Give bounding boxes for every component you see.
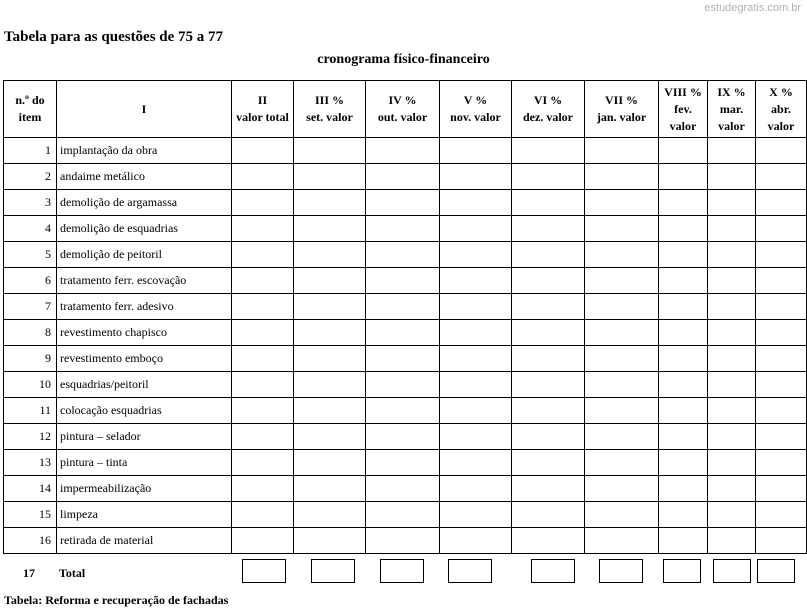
empty-cell <box>512 190 585 216</box>
empty-cell <box>756 528 807 554</box>
empty-cell <box>659 320 708 346</box>
header-row <box>4 81 807 138</box>
total-number: 17 <box>23 566 35 580</box>
table-subtitle: cronograma físico-financeiro <box>317 52 490 67</box>
empty-cell <box>585 164 659 190</box>
empty-cell <box>708 502 756 528</box>
watermark: estudegratis.com.br <box>704 2 801 14</box>
total-box <box>311 559 355 583</box>
empty-cell <box>232 372 294 398</box>
empty-cell <box>440 372 512 398</box>
column-header-line: fev. <box>674 101 692 116</box>
empty-cell <box>440 320 512 346</box>
empty-cell <box>585 398 659 424</box>
empty-cell <box>232 320 294 346</box>
empty-cell <box>440 346 512 372</box>
empty-cell <box>585 476 659 502</box>
empty-cell <box>232 164 294 190</box>
empty-cell <box>659 164 708 190</box>
empty-cell <box>366 164 440 190</box>
empty-cell <box>585 190 659 216</box>
item-number: 13 <box>4 450 57 476</box>
empty-cell <box>366 242 440 268</box>
empty-cell <box>294 138 366 164</box>
item-description: pintura – tinta <box>57 450 232 476</box>
empty-cell <box>756 424 807 450</box>
total-box <box>713 559 751 583</box>
empty-cell <box>294 372 366 398</box>
empty-cell <box>659 346 708 372</box>
item-description: limpeza <box>57 502 232 528</box>
table-row <box>4 424 807 450</box>
column-header-line: X % <box>769 84 793 99</box>
schedule-table <box>3 80 807 554</box>
empty-cell <box>440 138 512 164</box>
column-header-line: VI % <box>533 93 563 107</box>
item-number: 3 <box>4 190 57 216</box>
column-header-line: out. valor <box>377 110 428 124</box>
empty-cell <box>756 450 807 476</box>
item-description: demolição de esquadrias <box>57 216 232 242</box>
table-row <box>4 164 807 190</box>
total-box <box>663 559 701 583</box>
table-row <box>4 372 807 398</box>
table-row <box>4 502 807 528</box>
empty-cell <box>512 450 585 476</box>
empty-cell <box>512 138 585 164</box>
item-description: implantação da obra <box>57 138 232 164</box>
empty-cell <box>294 398 366 424</box>
empty-cell <box>440 294 512 320</box>
empty-cell <box>659 476 708 502</box>
empty-cell <box>294 268 366 294</box>
empty-cell <box>756 216 807 242</box>
empty-cell <box>585 372 659 398</box>
total-box <box>599 559 643 583</box>
empty-cell <box>659 424 708 450</box>
empty-cell <box>756 372 807 398</box>
column-header <box>708 81 756 138</box>
empty-cell <box>708 450 756 476</box>
column-header-line: VII % <box>604 93 638 107</box>
table-row <box>4 216 807 242</box>
empty-cell <box>585 216 659 242</box>
empty-cell <box>585 502 659 528</box>
table-row <box>4 268 807 294</box>
empty-cell <box>232 268 294 294</box>
column-header <box>294 81 366 138</box>
empty-cell <box>232 528 294 554</box>
empty-cell <box>659 528 708 554</box>
item-description: retirada de material <box>57 528 232 554</box>
column-header-line: IX % <box>717 84 746 99</box>
empty-cell <box>585 268 659 294</box>
total-box <box>448 559 492 583</box>
empty-cell <box>232 502 294 528</box>
column-header <box>512 81 585 138</box>
empty-cell <box>294 450 366 476</box>
empty-cell <box>366 424 440 450</box>
empty-cell <box>708 294 756 320</box>
empty-cell <box>294 294 366 320</box>
empty-cell <box>708 528 756 554</box>
empty-cell <box>659 268 708 294</box>
column-header-line: mar. <box>719 101 744 116</box>
column-header <box>57 81 232 138</box>
empty-cell <box>756 294 807 320</box>
empty-cell <box>440 242 512 268</box>
empty-cell <box>440 502 512 528</box>
item-number: 15 <box>4 502 57 528</box>
item-number: 1 <box>4 138 57 164</box>
empty-cell <box>294 320 366 346</box>
column-header <box>440 81 512 138</box>
empty-cell <box>440 216 512 242</box>
empty-cell <box>756 346 807 372</box>
total-box <box>242 559 286 583</box>
column-header-line: abr. <box>771 101 791 116</box>
empty-cell <box>512 242 585 268</box>
empty-cell <box>708 190 756 216</box>
empty-cell <box>232 190 294 216</box>
table-row <box>4 346 807 372</box>
column-header <box>756 81 807 138</box>
empty-cell <box>659 242 708 268</box>
empty-cell <box>512 372 585 398</box>
empty-cell <box>756 502 807 528</box>
empty-cell <box>756 320 807 346</box>
total-box <box>757 559 795 583</box>
empty-cell <box>440 528 512 554</box>
empty-cell <box>294 502 366 528</box>
empty-cell <box>366 450 440 476</box>
item-description: demolição de argamassa <box>57 190 232 216</box>
empty-cell <box>585 424 659 450</box>
empty-cell <box>366 476 440 502</box>
empty-cell <box>366 502 440 528</box>
empty-cell <box>294 242 366 268</box>
column-header-line: item <box>18 110 42 124</box>
empty-cell <box>708 346 756 372</box>
empty-cell <box>708 320 756 346</box>
empty-cell <box>440 450 512 476</box>
empty-cell <box>512 268 585 294</box>
column-header-line: I <box>141 101 147 116</box>
table-row <box>4 398 807 424</box>
item-number: 11 <box>4 398 57 424</box>
item-number: 10 <box>4 372 57 398</box>
empty-cell <box>294 346 366 372</box>
column-header-line: dez. valor <box>523 110 573 124</box>
table-caption: Tabela: Reforma e recuperação de fachadas <box>4 593 229 607</box>
empty-cell <box>294 476 366 502</box>
empty-cell <box>512 164 585 190</box>
empty-cell <box>294 190 366 216</box>
column-header-line: II <box>257 93 268 107</box>
item-description: revestimento chapisco <box>57 320 232 346</box>
item-number: 12 <box>4 424 57 450</box>
empty-cell <box>232 346 294 372</box>
empty-cell <box>708 138 756 164</box>
empty-cell <box>366 190 440 216</box>
table-row <box>4 242 807 268</box>
item-description: esquadrias/peitoril <box>57 372 232 398</box>
item-number: 5 <box>4 242 57 268</box>
empty-cell <box>512 320 585 346</box>
total-label: Total <box>59 566 86 580</box>
empty-cell <box>756 164 807 190</box>
empty-cell <box>440 190 512 216</box>
empty-cell <box>294 528 366 554</box>
empty-cell <box>232 242 294 268</box>
item-number: 16 <box>4 528 57 554</box>
empty-cell <box>232 450 294 476</box>
empty-cell <box>756 242 807 268</box>
column-header-line: set. valor <box>306 110 353 124</box>
table-row <box>4 138 807 164</box>
empty-cell <box>756 398 807 424</box>
column-header <box>366 81 440 138</box>
empty-cell <box>512 424 585 450</box>
empty-cell <box>440 268 512 294</box>
empty-cell <box>366 294 440 320</box>
column-header-line: IV % <box>388 93 417 107</box>
empty-cell <box>232 424 294 450</box>
empty-cell <box>585 346 659 372</box>
empty-cell <box>232 476 294 502</box>
table-row <box>4 190 807 216</box>
empty-cell <box>232 216 294 242</box>
item-number: 9 <box>4 346 57 372</box>
empty-cell <box>366 138 440 164</box>
column-header-line: valor <box>718 118 745 133</box>
empty-cell <box>366 528 440 554</box>
total-box <box>531 559 575 583</box>
empty-cell <box>756 190 807 216</box>
empty-cell <box>366 216 440 242</box>
empty-cell <box>659 138 708 164</box>
item-description: andaime metálico <box>57 164 232 190</box>
item-number: 7 <box>4 294 57 320</box>
item-number: 4 <box>4 216 57 242</box>
empty-cell <box>756 138 807 164</box>
empty-cell <box>708 424 756 450</box>
empty-cell <box>708 164 756 190</box>
empty-cell <box>756 268 807 294</box>
empty-cell <box>294 216 366 242</box>
item-number: 14 <box>4 476 57 502</box>
item-description: colocação esquadrias <box>57 398 232 424</box>
empty-cell <box>232 294 294 320</box>
empty-cell <box>708 398 756 424</box>
empty-cell <box>659 372 708 398</box>
item-description: tratamento ferr. escovação <box>57 268 232 294</box>
column-header-line: nov. valor <box>450 110 501 124</box>
column-header-line: valor total <box>236 110 289 124</box>
item-description: demolição de peitoril <box>57 242 232 268</box>
empty-cell <box>512 294 585 320</box>
empty-cell <box>512 476 585 502</box>
column-header-line: V % <box>463 93 488 107</box>
empty-cell <box>512 346 585 372</box>
empty-cell <box>659 450 708 476</box>
empty-cell <box>659 294 708 320</box>
item-number: 8 <box>4 320 57 346</box>
empty-cell <box>232 138 294 164</box>
column-header-line: valor <box>767 118 795 133</box>
table-row <box>4 476 807 502</box>
empty-cell <box>440 398 512 424</box>
empty-cell <box>294 164 366 190</box>
table-row <box>4 450 807 476</box>
column-header <box>659 81 708 138</box>
item-description: pintura – selador <box>57 424 232 450</box>
empty-cell <box>708 372 756 398</box>
column-header <box>585 81 659 138</box>
empty-cell <box>366 372 440 398</box>
empty-cell <box>440 476 512 502</box>
empty-cell <box>440 424 512 450</box>
empty-cell <box>585 320 659 346</box>
table-row <box>4 320 807 346</box>
empty-cell <box>512 502 585 528</box>
column-header-line: jan. valor <box>596 110 647 124</box>
item-number: 6 <box>4 268 57 294</box>
empty-cell <box>585 450 659 476</box>
empty-cell <box>708 242 756 268</box>
column-header-line: n.º do <box>15 93 45 107</box>
empty-cell <box>659 190 708 216</box>
empty-cell <box>366 398 440 424</box>
empty-cell <box>294 424 366 450</box>
empty-cell <box>708 216 756 242</box>
total-box <box>380 559 424 583</box>
item-description: impermeabilização <box>57 476 232 502</box>
empty-cell <box>708 476 756 502</box>
column-header-line: valor <box>669 118 697 133</box>
column-header-line: III % <box>314 93 344 107</box>
empty-cell <box>659 398 708 424</box>
empty-cell <box>512 216 585 242</box>
empty-cell <box>512 528 585 554</box>
column-header <box>232 81 294 138</box>
item-description: tratamento ferr. adesivo <box>57 294 232 320</box>
column-header-line: VIII % <box>664 84 702 99</box>
empty-cell <box>659 502 708 528</box>
empty-cell <box>366 268 440 294</box>
item-number: 2 <box>4 164 57 190</box>
empty-cell <box>512 398 585 424</box>
empty-cell <box>756 476 807 502</box>
heading: Tabela para as questões de 75 a 77 <box>4 29 224 45</box>
table-row <box>4 528 807 554</box>
item-description: revestimento emboço <box>57 346 232 372</box>
empty-cell <box>232 398 294 424</box>
table-row <box>4 294 807 320</box>
empty-cell <box>585 294 659 320</box>
empty-cell <box>366 346 440 372</box>
empty-cell <box>440 164 512 190</box>
empty-cell <box>708 268 756 294</box>
empty-cell <box>366 320 440 346</box>
empty-cell <box>585 138 659 164</box>
empty-cell <box>659 216 708 242</box>
column-header <box>4 81 57 138</box>
empty-cell <box>585 528 659 554</box>
empty-cell <box>585 242 659 268</box>
